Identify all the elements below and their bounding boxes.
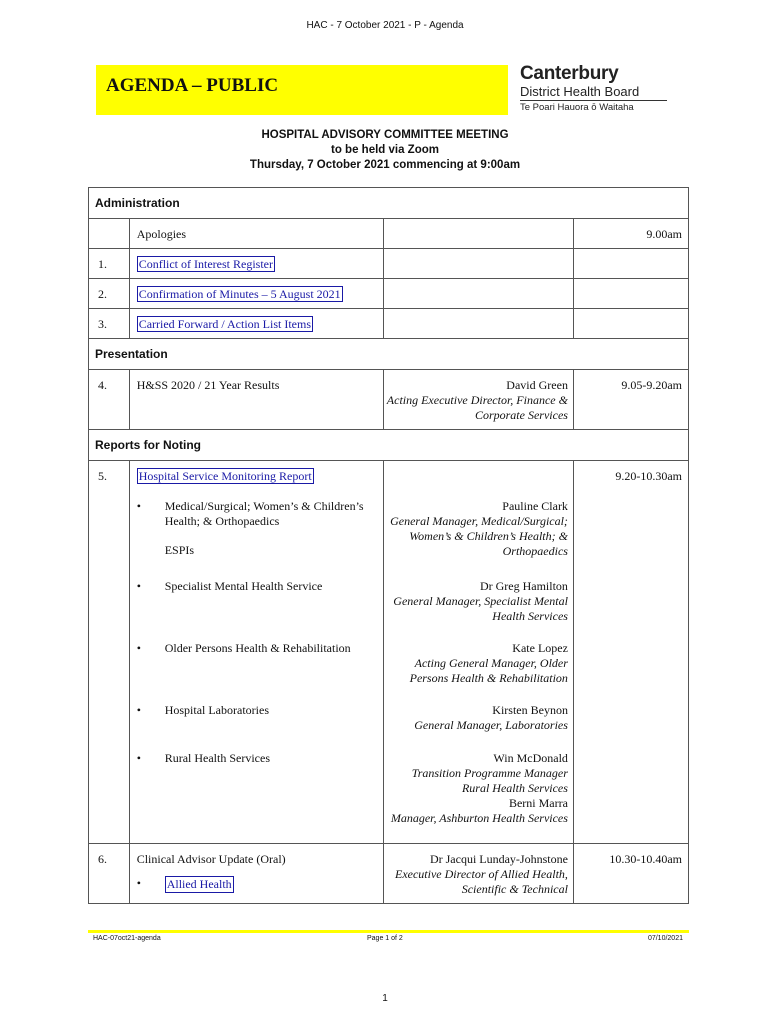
agenda-table: [88, 187, 689, 904]
list-item: [137, 876, 383, 893]
bullet-icon: •: [136, 751, 141, 765]
item-label: H&SS 2020 / 21 Year Results: [129, 370, 383, 430]
bullet-icon: •: [136, 579, 141, 593]
action-list-link[interactable]: Carried Forward / Action List Items: [138, 317, 311, 331]
presenter-name: Kate Lopez: [512, 641, 568, 655]
subitem-label: Hospital Laboratories: [164, 703, 269, 717]
subitem-extra: ESPIs: [164, 543, 195, 557]
allied-health-link[interactable]: Allied Health: [166, 877, 232, 891]
presenter-role: General Manager, Laboratories: [414, 718, 568, 732]
presenter-role: Manager, Ashburton Health Services: [390, 811, 568, 825]
table-row: [89, 309, 689, 339]
conflict-of-interest-link[interactable]: Conflict of Interest Register: [138, 257, 273, 271]
section-row: [89, 339, 689, 370]
logo-line-1: Canterbury: [520, 63, 619, 84]
minutes-link[interactable]: Confirmation of Minutes – 5 August 2021: [138, 287, 341, 301]
cdhb-logo: [520, 64, 672, 116]
list-item: [137, 703, 383, 751]
page-number: 1: [382, 993, 388, 1004]
presenter-role: General Manager, Medical/Surgical; Women’s & Children’s Health; & Orthopaedics: [390, 514, 568, 558]
table-row: [89, 461, 689, 844]
item-time: 10.30-10.40am: [573, 844, 688, 904]
subitem-label: Specialist Mental Health Service: [164, 579, 323, 593]
footer-divider: [88, 930, 689, 933]
presenter-role: Executive Director of Allied Health, Scientific & Technical: [394, 867, 568, 896]
item-time: 9.20-10.30am: [573, 461, 688, 844]
presenter-name: Dr Greg Hamilton: [479, 579, 568, 593]
list-item: [137, 579, 383, 641]
service-monitoring-link[interactable]: Hospital Service Monitoring Report: [138, 469, 312, 483]
agenda-banner: [96, 65, 508, 115]
presenter-role: Acting General Manager, Older Persons Health & Rehabilitation: [409, 656, 568, 685]
logo-line-2: District Health Board: [520, 84, 667, 101]
subitem-label: Older Persons Health & Rehabilitation: [164, 641, 351, 655]
table-row: [89, 370, 689, 430]
item-label: Clinical Advisor Update (Oral): [136, 852, 286, 866]
item-number: 4.: [89, 370, 130, 430]
bullet-icon: •: [136, 499, 141, 513]
item-number: 3.: [89, 309, 130, 339]
table-row: [89, 249, 689, 279]
list-item: [137, 641, 383, 703]
footer-date: 07/10/2021: [647, 935, 683, 942]
list-item: [137, 499, 383, 579]
section-administration: Administration: [89, 188, 689, 219]
meeting-date: Thursday, 7 October 2021 commencing at 9:00am: [249, 159, 521, 171]
subitem-label: Medical/Surgical; Women’s & Children’s Health; & Orthopaedics: [164, 499, 364, 528]
presenter-name: Kirsten Beynon: [492, 703, 568, 717]
presenter-name: David Green: [506, 378, 568, 392]
list-item: [137, 751, 383, 837]
table-row: [89, 219, 689, 249]
presenter-role: General Manager, Specialist Mental Health Services: [393, 594, 568, 623]
item-number: 2.: [89, 279, 130, 309]
presenter-name: Dr Jacqui Lunday-Johnstone: [429, 852, 568, 866]
presenter-block: [384, 579, 568, 641]
section-row: [89, 430, 689, 461]
item-time: 9.05-9.20am: [573, 370, 688, 430]
meeting-venue: to be held via Zoom: [331, 144, 439, 156]
presenter-block: [384, 499, 568, 579]
footer-page: Page 1 of 2: [367, 935, 403, 942]
section-presentation: Presentation: [89, 339, 689, 370]
section-row: [89, 188, 689, 219]
presenter-block: [384, 703, 568, 751]
document-header: HAC - 7 October 2021 - P - Agenda: [306, 20, 464, 31]
presenter-role: Transition Programme Manager Rural Health Services: [411, 766, 568, 795]
item-number: 6.: [89, 844, 130, 904]
table-row: [89, 844, 689, 904]
presenter-block: [384, 641, 568, 703]
item-time: 9.00am: [573, 219, 688, 249]
subitem-label: Rural Health Services: [164, 751, 270, 765]
agenda-title: AGENDA – PUBLIC: [106, 75, 279, 96]
presenter-name: Win McDonald: [493, 751, 568, 765]
item-label: Apologies: [129, 219, 383, 249]
presenter-role: Acting Executive Director, Finance & Corporate Services: [386, 393, 568, 422]
table-row: [89, 279, 689, 309]
section-reports: Reports for Noting: [89, 430, 689, 461]
meeting-title: HOSPITAL ADVISORY COMMITTEE MEETING: [261, 129, 509, 141]
meeting-heading: [0, 128, 770, 173]
presenter-name: Pauline Clark: [502, 499, 568, 513]
presenter-block: [384, 751, 568, 837]
bullet-icon: •: [136, 641, 141, 655]
footer-doc-id: HAC-07oct21-agenda: [93, 935, 161, 942]
bullet-icon: •: [136, 876, 141, 890]
logo-line-3: Te Poari Hauora ō Waitaha: [520, 102, 634, 113]
bullet-icon: •: [136, 703, 141, 717]
presenter-name: Berni Marra: [508, 796, 568, 810]
item-number: 5.: [89, 461, 130, 844]
item-number: 1.: [89, 249, 130, 279]
